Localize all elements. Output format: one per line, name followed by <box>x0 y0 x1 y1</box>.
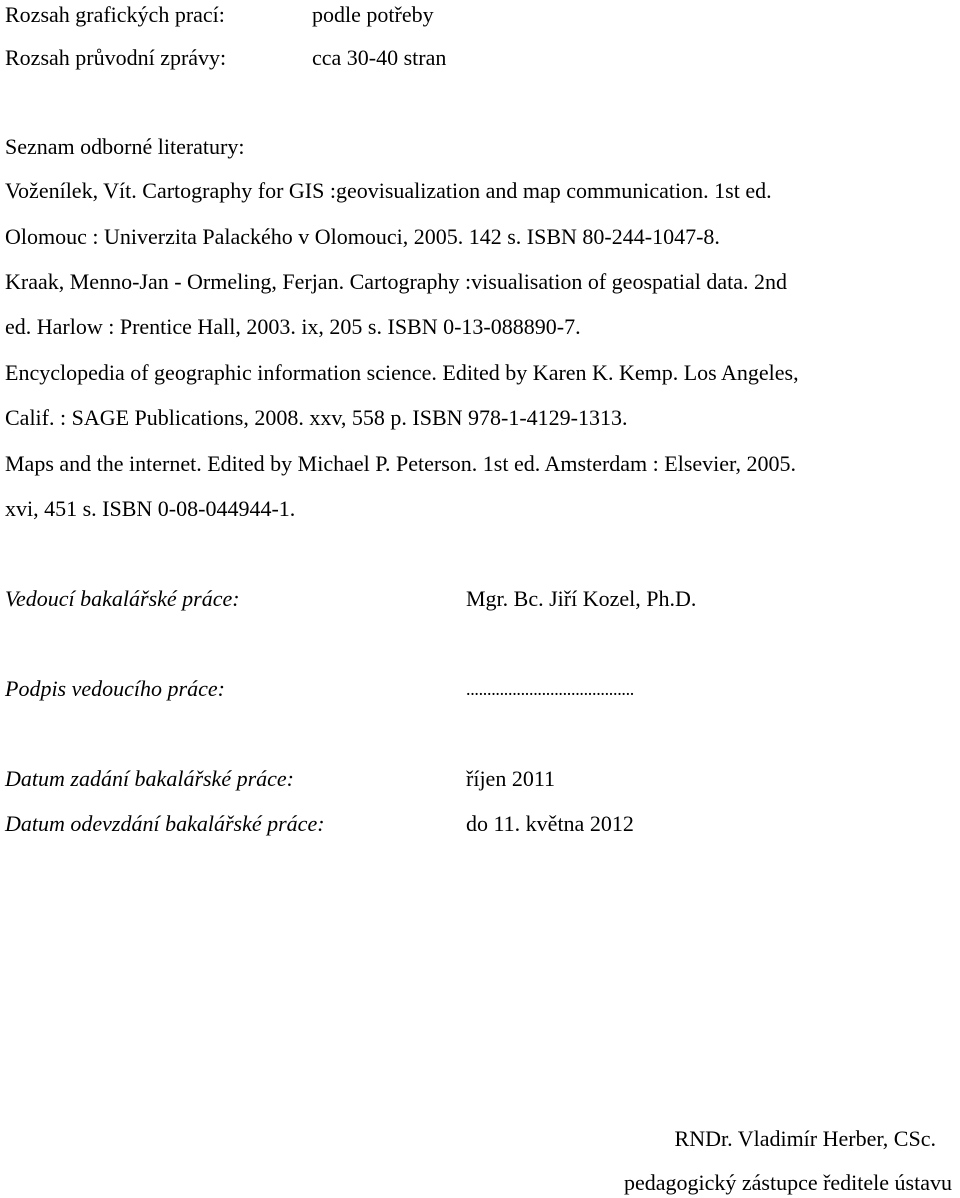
supervisor-name: Mgr. Bc. Jiří Kozel, Ph.D. <box>466 586 697 611</box>
assigned-date-label: Datum zadání bakalářské práce: <box>5 766 295 791</box>
signature-label: Podpis vedoucího práce: <box>5 676 225 701</box>
graphics-scope-label: Rozsah grafických prací: <box>5 2 225 27</box>
literature-line: Olomouc : Univerzita Palackého v Olomouci, 2005. 142 s. ISBN 80-244-1047-8. <box>5 224 720 249</box>
assigned-date-value: říjen 2011 <box>466 766 555 791</box>
signatory-name: RNDr. Vladimír Herber, CSc. <box>674 1126 936 1151</box>
literature-line: Kraak, Menno-Jan - Ormeling, Ferjan. Cartography :visualisation of geospatial data. 2nd <box>5 269 788 294</box>
graphics-scope-value: podle potřeby <box>312 2 434 27</box>
literature-heading: Seznam odborné literatury: <box>5 134 245 159</box>
literature-line: Calif. : SAGE Publications, 2008. xxv, 558 p. ISBN 978-1-4129-1313. <box>5 405 628 430</box>
literature-line: Encyclopedia of geographic information science. Edited by Karen K. Kemp. Los Angeles, <box>5 360 799 385</box>
literature-line: Maps and the internet. Edited by Michael P. Peterson. 1st ed. Amsterdam : Elsevier, 2005. <box>5 451 796 476</box>
signature-line: ........................................ <box>466 679 635 699</box>
report-scope-label: Rozsah průvodní zprávy: <box>5 45 227 70</box>
supervisor-label: Vedoucí bakalářské práce: <box>5 586 240 611</box>
report-scope-value: cca 30-40 stran <box>312 45 447 70</box>
due-date-label: Datum odevzdání bakalářské práce: <box>5 811 325 836</box>
due-date-value: do 11. května 2012 <box>466 811 634 836</box>
literature-line: xvi, 451 s. ISBN 0-08-044944-1. <box>5 496 296 521</box>
literature-line: ed. Harlow : Prentice Hall, 2003. ix, 205 s. ISBN 0-13-088890-7. <box>5 314 581 339</box>
signatory-role: pedagogický zástupce ředitele ústavu <box>623 1170 952 1195</box>
literature-line: Voženílek, Vít. Cartography for GIS :geovisualization and map communication. 1st ed. <box>5 178 772 203</box>
